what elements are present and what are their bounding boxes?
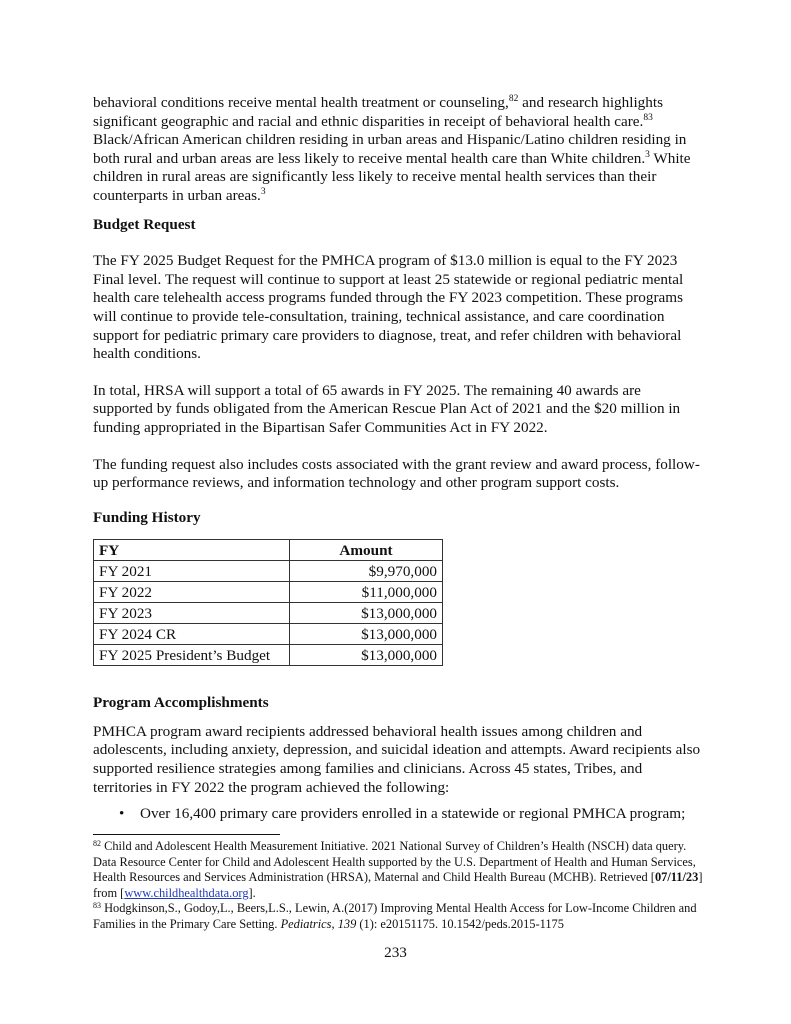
page-number: 233 bbox=[384, 944, 407, 961]
footnote-divider bbox=[93, 834, 280, 835]
intro-text: behavioral conditions receive mental health treatment or counseling, bbox=[93, 94, 509, 111]
journal-title: Pediatrics bbox=[280, 916, 332, 931]
footnote-83 bbox=[93, 901, 705, 932]
funding-history-heading: Funding History bbox=[93, 508, 201, 526]
fy-cell: FY 2023 bbox=[94, 603, 290, 624]
list-item-text: Over 16,400 primary care providers enrolled in a statewide or regional PMHCA program; bbox=[140, 805, 686, 823]
retrieved-date: 07/11/23 bbox=[654, 870, 699, 885]
childhealthdata-link[interactable]: www.childhealthdata.org bbox=[124, 885, 249, 900]
footnote-text: (1): e20151175. 10.1542/peds.2015-1175 bbox=[356, 916, 564, 931]
table-row bbox=[94, 582, 443, 603]
footnotes bbox=[93, 839, 705, 933]
amount-cell: $13,000,000 bbox=[290, 603, 443, 624]
footnote-number: 83 bbox=[93, 901, 101, 911]
footnote-ref-83[interactable]: 83 bbox=[643, 112, 653, 123]
awards-paragraph: In total, HRSA will support a total of 65 awards in FY 2025. The remaining 40 awards are supported by funds obligated from the American Rescue Plan Act of 2021 and the $20 million in funding appropriated in the Bipartisan Safer Communities Act in FY 2022. bbox=[93, 381, 681, 436]
footnote-text: ] from [ bbox=[93, 870, 703, 900]
footnote-text: Child and Adolescent Health Measurement Initiative. 2021 National Survey of Children’s Health (NSCH) data query. Data Resource Center for Child and Adolescent Health supported by the U.S. Department of Health and Human Services, Health Resources and Services Administration (HRSA), Maternal and Child Health Bureau (MCHB). Retrieved [ bbox=[93, 839, 696, 885]
footnote-ref-82[interactable]: 82 bbox=[508, 94, 519, 104]
document-page bbox=[93, 94, 701, 824]
footnote-ref-3[interactable]: 3 bbox=[645, 149, 650, 160]
footnote-text: Hodgkinson,S., Godoy,L., Beers,L.S., Lewin, A.(2017) Improving Mental Health Access for Low-Income Children and Families in the Primary Care Setting. bbox=[93, 901, 697, 931]
amount-cell: $13,000,000 bbox=[290, 624, 443, 645]
bullet-icon: • bbox=[119, 805, 125, 823]
intro-text: Black/African American children residing in urban areas and Hispanic/Latino children residing in both rural and urban areas are less likely to receive mental health care than White children. bbox=[93, 131, 687, 167]
journal-volume: 139 bbox=[337, 916, 357, 931]
footnote-number: 82 bbox=[93, 839, 101, 848]
fy-cell: FY 2022 bbox=[94, 582, 290, 603]
column-header-amount: Amount bbox=[290, 540, 443, 561]
budget-request-heading: Budget Request bbox=[93, 215, 196, 233]
list-item bbox=[93, 805, 701, 824]
intro-text: White children in rural areas are significantly less likely to receive mental health services than their counterparts in urban areas. bbox=[93, 149, 691, 204]
footnote-ref-3[interactable]: 3 bbox=[260, 186, 266, 197]
table-row bbox=[94, 645, 443, 666]
table-row bbox=[94, 603, 443, 624]
funding-costs-paragraph: The funding request also includes costs associated with the grant review and award process, follow-up performance reviews, and information technology and other program support costs. bbox=[93, 455, 700, 492]
fy-cell: FY 2025 President’s Budget bbox=[94, 645, 290, 666]
budget-request-paragraph: The FY 2025 Budget Request for the PMHCA program of $13.0 million is equal to the FY 2023 Final level. The request will continue to support at least 25 statewide or regional pediatric mental health care telehealth access programs funded through the FY 2023 competition. These programs will continue to provide tele-consultation, training, technical assistance, and care coordination support for pediatric primary care providers to diagnose, treat, and refer children with behavioral health conditions. bbox=[93, 252, 684, 363]
accomplishments-paragraph: PMHCA program award recipients addressed behavioral health issues among children and adolescents, including anxiety, depression, and suicidal ideation and attempts. Award recipients also supported resilience strategies among families and clinicians. Across 45 states, Tribes, and territories in FY 2022 the program achieved the following: bbox=[93, 722, 701, 796]
table-header-row bbox=[94, 540, 443, 561]
fy-cell: FY 2021 bbox=[94, 561, 290, 582]
amount-cell: $9,970,000 bbox=[290, 561, 443, 582]
program-accomplishments-heading: Program Accomplishments bbox=[93, 694, 269, 712]
accomplishments-list bbox=[93, 805, 701, 824]
intro-paragraph bbox=[93, 94, 701, 206]
amount-cell: $13,000,000 bbox=[290, 645, 443, 666]
footnote-82 bbox=[93, 839, 705, 901]
table-row bbox=[94, 561, 443, 582]
amount-cell: $11,000,000 bbox=[290, 582, 443, 603]
footnote-text: , bbox=[331, 916, 338, 931]
table-row bbox=[94, 624, 443, 645]
intro-text: and research highlights significant geographic and racial and ethnic disparities in receipt of behavioral health care. bbox=[93, 94, 663, 130]
footnote-text: ]. bbox=[248, 885, 256, 900]
column-header-fy: FY bbox=[94, 540, 290, 561]
funding-history-table bbox=[93, 539, 443, 666]
fy-cell: FY 2024 CR bbox=[94, 624, 290, 645]
